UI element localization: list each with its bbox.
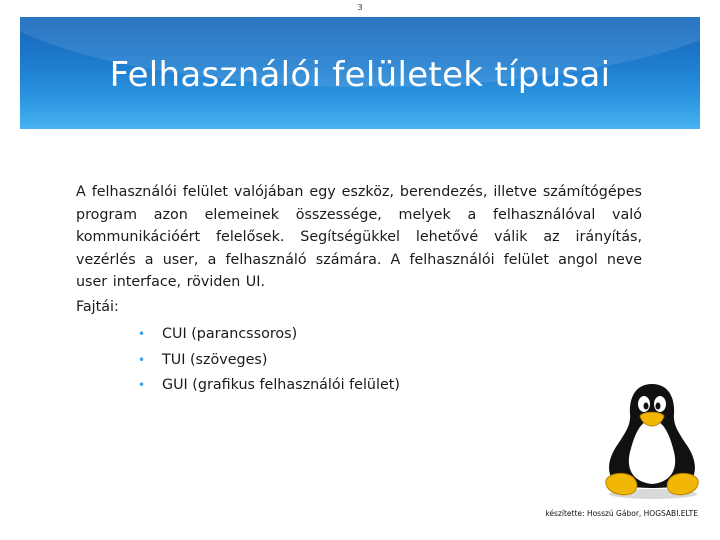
types-list — [138, 322, 400, 399]
list-item — [138, 348, 400, 374]
list-item-text: TUI (szöveges) — [162, 351, 268, 368]
body-paragraph: A felhasználói felület valójában egy eszköz, berendezés, illetve számítógépes program azon elemeinek összessége, melyek a felhasználóval való kommunikációért felelősek. Segítségükkel lehetővé válik az irányítás, vezérlés a user, a felhasználó számára. A felhasználói felület angol neve user interface, röviden UI. — [76, 184, 642, 291]
page-number: 3 — [357, 3, 363, 12]
tux-penguin-icon — [596, 380, 708, 500]
types-heading: Fajtái: — [76, 299, 119, 315]
slide-title: Felhasználói felületek típusai — [109, 55, 611, 95]
bullet-icon: • — [138, 327, 146, 341]
bullet-icon: • — [138, 352, 146, 367]
title-banner — [20, 17, 700, 129]
list-item-text: CUI (parancssoros) — [162, 326, 298, 342]
list-item-text: GUI (grafikus felhasználói felület) — [162, 377, 400, 393]
bullet-icon: • — [138, 378, 146, 392]
list-item — [138, 373, 400, 399]
author-credit: készítette: Hosszú Gábor, HOGSABI.ELTE — [545, 509, 698, 518]
list-item — [138, 322, 400, 348]
